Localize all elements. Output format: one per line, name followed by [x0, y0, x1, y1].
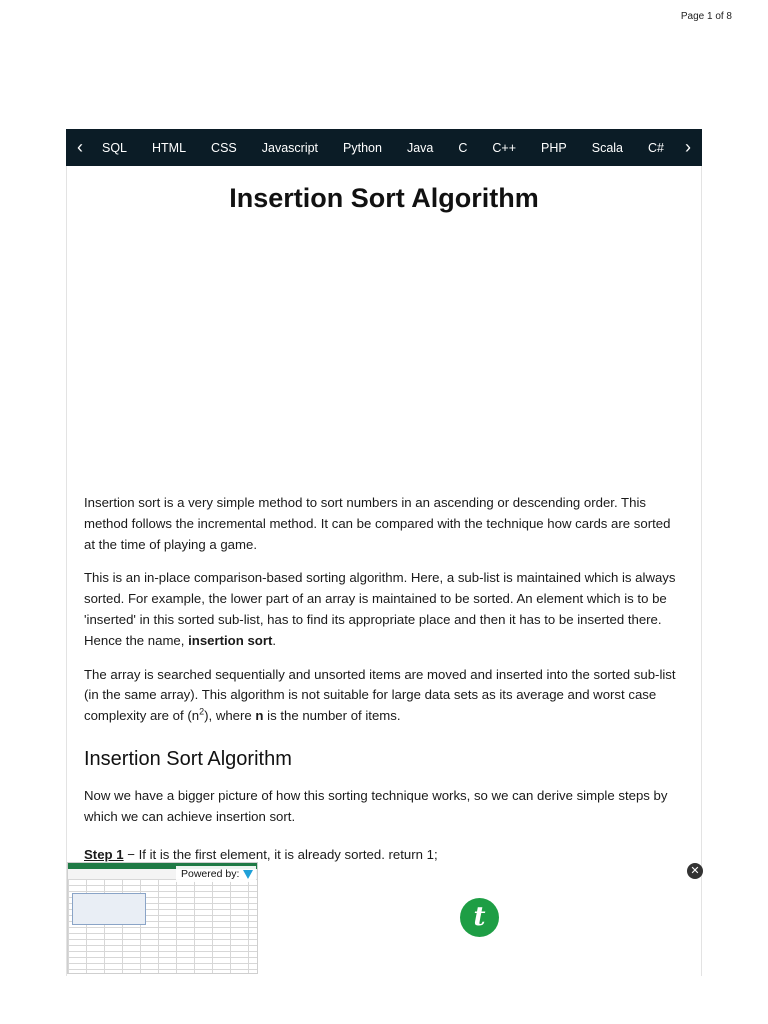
complexity-text: The array is searched sequentially and unsorted items are moved and inserted into the sorted sub-list (in the same array). This algorithm is not suitable for large data sets as its average and worst case complexity are of (n — [84, 666, 676, 724]
nav-item-cpp[interactable]: C++ — [492, 140, 517, 155]
step-1 — [84, 847, 438, 862]
n-bold: n — [255, 708, 264, 724]
intro-paragraph: Insertion sort is a very simple method to sort numbers in an ascending or descending order. This method follows the incremental method. It can be compared with the technique how cards are sorted at the time of playing a game. — [84, 495, 671, 552]
nav-item-c[interactable]: C — [458, 140, 468, 155]
in-place-paragraph — [84, 568, 684, 651]
step-1-text: − If it is the first element, it is already sorted. return 1; — [123, 847, 438, 862]
chevron-right-icon[interactable]: › — [685, 137, 691, 157]
article-body — [84, 493, 684, 840]
nav-item-css[interactable]: CSS — [211, 140, 237, 155]
spreadsheet-selection — [72, 893, 146, 925]
nav-item-scala[interactable]: Scala — [591, 140, 624, 155]
in-place-end: . — [272, 632, 277, 648]
brand-logo[interactable]: t — [460, 898, 499, 937]
steps-intro-paragraph: Now we have a bigger picture of how this sorting technique works, so we can derive simple steps by which we can achieve insertion sort. — [84, 787, 668, 824]
insertion-sort-bold: insertion sort — [188, 632, 273, 648]
nav-item-csharp[interactable]: C# — [648, 140, 664, 155]
chevron-left-icon[interactable]: ‹ — [77, 137, 83, 157]
nav-item-javascript[interactable]: Javascript — [261, 140, 319, 155]
page-title: Insertion Sort Algorithm — [229, 183, 539, 213]
language-nav-bar — [66, 129, 702, 166]
vendor-logo-icon — [243, 870, 253, 879]
page-counter: Page 1 of 8 — [680, 11, 732, 22]
powered-by-label — [176, 866, 256, 882]
nav-item-java[interactable]: Java — [406, 140, 434, 155]
step-1-label: Step 1 — [84, 847, 124, 862]
in-place-text: This is an in-place comparison-based sorting algorithm. Here, a sub-list is maintained which is always sorted. For example, the lower part of an array is maintained to be sorted. An element which is to be 'inserted' in this sorted sub-list, has to find its appropriate place and then it has to be inserted there. Hence the name, — [84, 570, 676, 648]
nav-items — [94, 141, 674, 155]
nav-item-python[interactable]: Python — [343, 140, 382, 155]
complexity-mid: ), where — [204, 708, 256, 724]
complexity-exponent: 2 — [199, 706, 205, 717]
complexity-paragraph — [84, 665, 684, 727]
ad-placeholder — [84, 232, 684, 482]
section-heading: Insertion Sort Algorithm — [84, 747, 292, 770]
nav-item-html[interactable]: HTML — [152, 140, 187, 155]
nav-item-sql[interactable]: SQL — [102, 140, 128, 155]
close-icon[interactable]: ✕ — [687, 863, 703, 879]
powered-by-text: Powered by: — [181, 868, 240, 880]
nav-item-php[interactable]: PHP — [541, 140, 567, 155]
complexity-end: is the number of items. — [263, 708, 401, 724]
